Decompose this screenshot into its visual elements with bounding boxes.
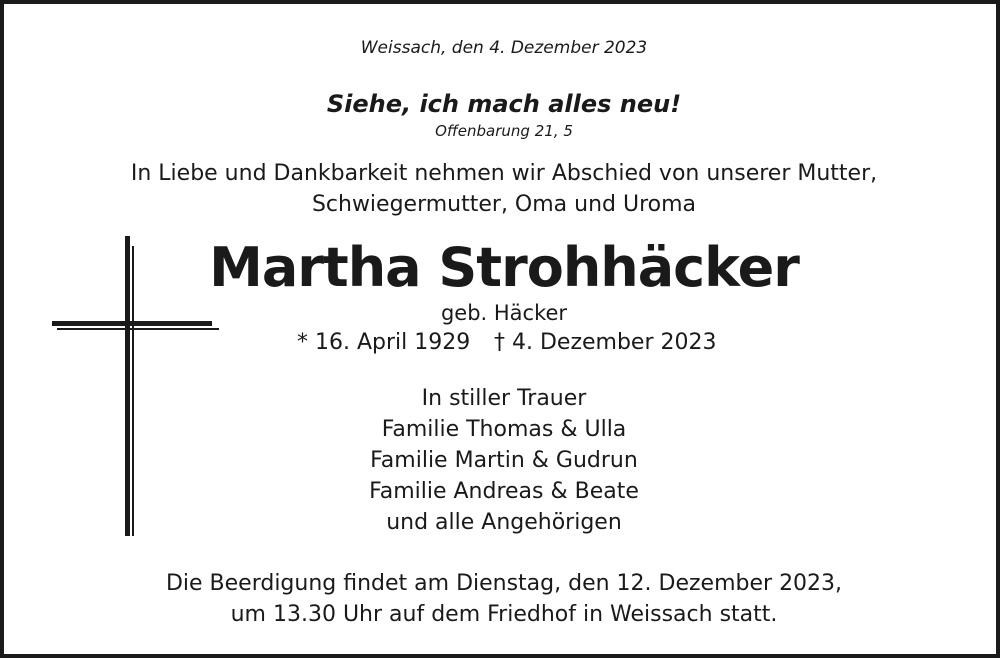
mourner-line: Familie Thomas & Ulla xyxy=(381,417,627,442)
bible-verse: Siehe, ich mach alles neu! xyxy=(326,90,682,118)
funeral-info-line-1: Die Beerdigung findet am Dienstag, den 12. Dezember 2023, xyxy=(165,571,843,596)
mourner-line: Familie Martin & Gudrun xyxy=(370,448,638,473)
mourner-line: und alle Angehörigen xyxy=(386,510,622,535)
mourner-line: Familie Andreas & Beate xyxy=(369,479,639,504)
birth-date: * 16. April 1929 xyxy=(297,330,471,355)
intro-line-1: In Liebe und Dankbarkeit nehmen wir Abschied von unserer Mutter, xyxy=(130,161,878,186)
verse-reference: Offenbarung 21, 5 xyxy=(435,122,573,140)
maiden-name: geb. Häcker xyxy=(440,301,568,325)
funeral-info-line-2: um 13.30 Uhr auf dem Friedhof in Weissach statt. xyxy=(230,602,778,627)
intro-line-2: Schwiegermutter, Oma und Uroma xyxy=(311,192,697,217)
mourner-line: In stiller Trauer xyxy=(421,386,587,411)
place-date: Weissach, den 4. Dezember 2023 xyxy=(360,38,648,58)
deceased-name: Martha Strohhäcker xyxy=(209,236,799,299)
death-date: † 4. Dezember 2023 xyxy=(494,330,717,355)
